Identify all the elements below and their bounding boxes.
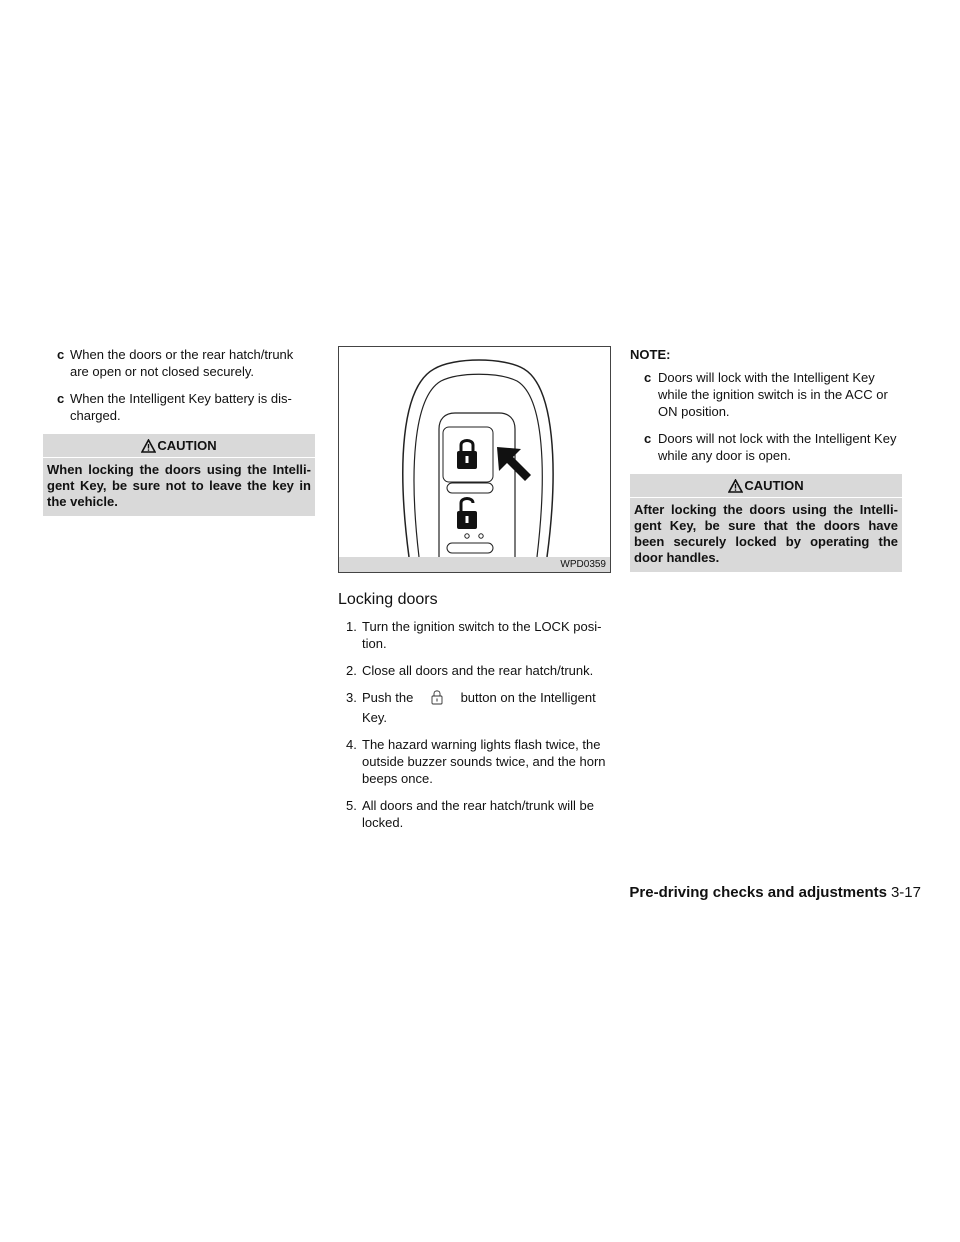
step-text: All doors and the rear hatch/trunk will be locked. [362,798,594,830]
figure-code: WPD0359 [339,557,610,572]
step-text-before: Push the [362,690,414,705]
step-text: Close all doors and the rear hatch/trunk. [362,663,594,678]
warning-icon [728,479,743,493]
step-number: 2. [346,663,357,678]
list-item [338,689,610,726]
bullet-marker: c [57,347,65,362]
list-item [338,736,610,787]
bullet-text: Doors will lock with the Intelligent Key while the ignition switch is in the ACC or ON position. [658,370,888,419]
caution-text: After locking the doors using the Intelli-gent Key, be sure that the doors have been securely locked by operating the door handles. [630,497,902,572]
column-right [630,346,902,572]
intelligent-key-figure [338,346,611,573]
list-item [338,618,610,652]
caution-header [630,474,902,497]
warning-icon [141,439,156,453]
caution-header [43,434,315,457]
page-footer [615,884,921,901]
caution-title: CAUTION [157,438,217,453]
step-text-after: button on the Intelligent Key. [362,690,596,725]
lock-icon [417,689,457,709]
list-item [43,346,315,380]
step-text: The hazard warning lights flash twice, the outside buzzer sounds twice, and the horn beeps once. [362,737,606,786]
step-number: 4. [346,737,357,752]
bullet-marker: c [57,391,65,406]
list-item [338,797,610,831]
bullet-text: Doors will not lock with the Intelligent Key while any door is open. [658,431,897,463]
step-number: 1. [346,619,357,634]
step-text: Turn the ignition switch to the LOCK posi-tion. [362,619,602,651]
page-number: 3-17 [890,884,921,901]
section-name: Pre-driving checks and adjustments [629,884,887,901]
bullet-text: When the doors or the rear hatch/trunk are open or not closed securely. [70,347,294,379]
bullet-marker: c [644,431,652,446]
step-number: 3. [346,690,357,705]
list-item [338,662,610,679]
list-item [630,369,902,420]
section-title: Locking doors [338,591,438,608]
caution-title: CAUTION [744,478,804,493]
list-item [630,430,902,464]
list-item [43,390,315,424]
column-left [43,346,315,516]
bullet-text: When the Intelligent Key battery is dis-charged. [70,391,292,423]
caution-text: When locking the doors using the Intelli-gent Key, be sure not to leave the key in the vehicle. [43,457,315,516]
intelligent-key-illustration [339,347,610,557]
note-label: NOTE: [630,347,671,362]
step-number: 5. [346,798,357,813]
bullet-marker: c [644,370,652,385]
column-middle [338,346,610,841]
